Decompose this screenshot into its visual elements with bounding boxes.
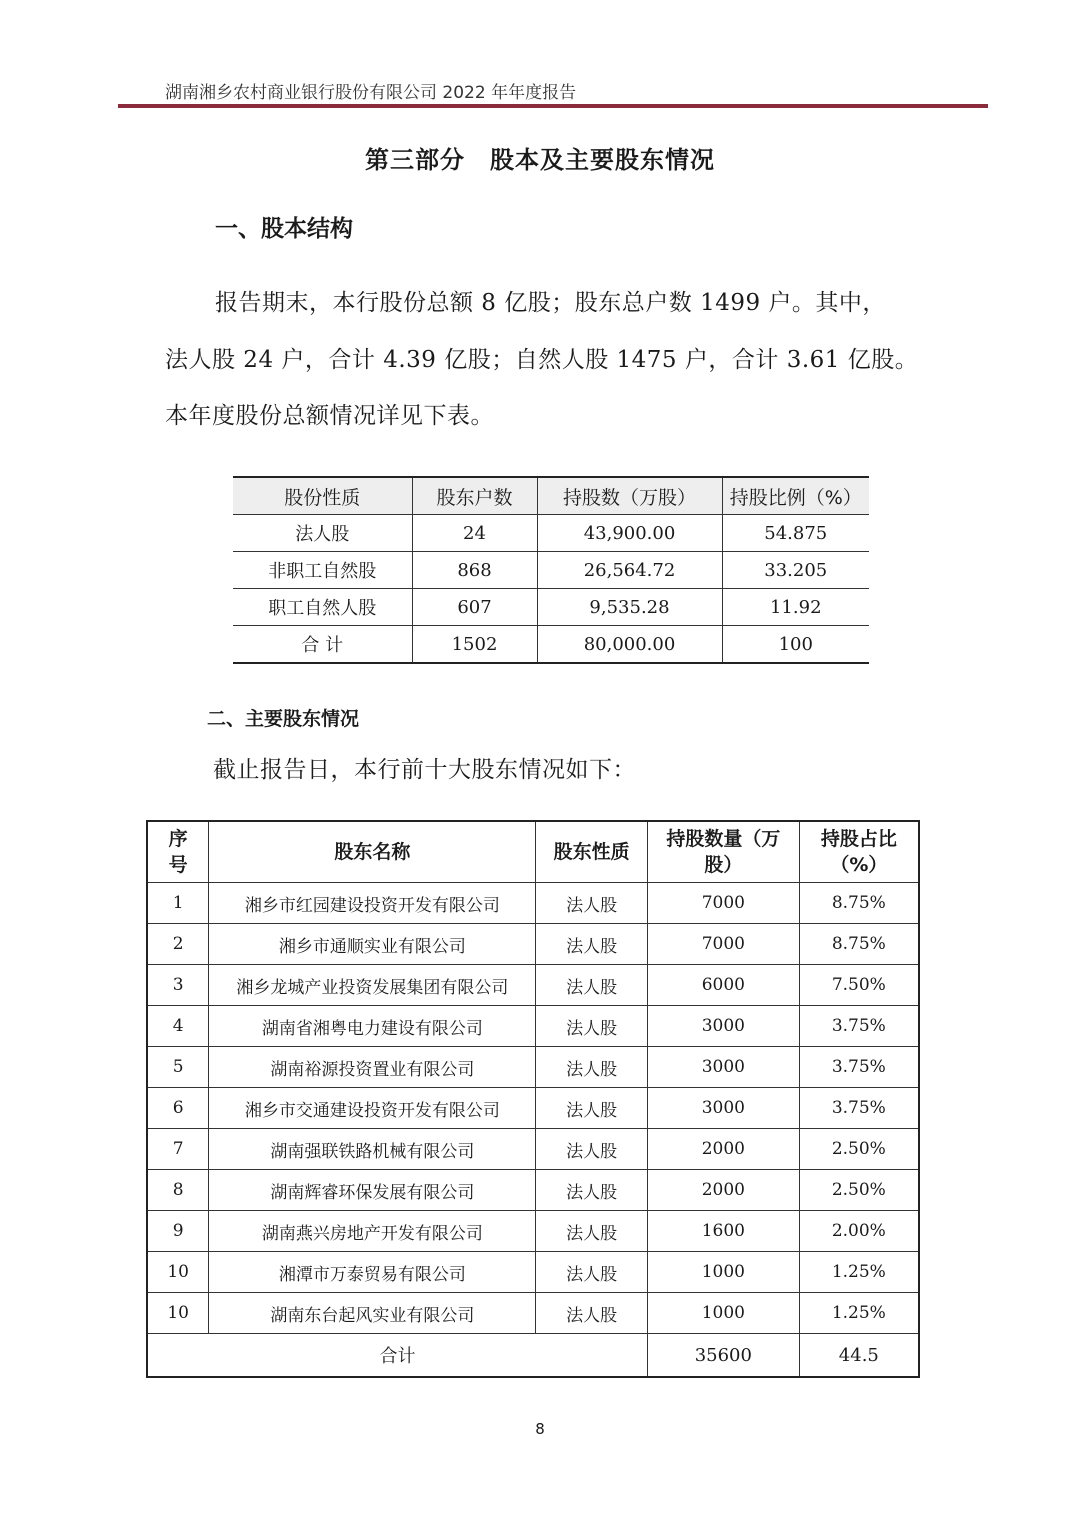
top-shareholders-table	[146, 820, 920, 1378]
shareholders-intro: 截止报告日，本行前十大股东情况如下：	[213, 757, 636, 783]
cell-shares: 80,000.00	[537, 626, 722, 664]
cell-share-ratio: 3.75%	[799, 1088, 919, 1129]
table-row	[147, 1129, 919, 1170]
cell-shareholder-name: 湖南省湘粤电力建设有限公司	[209, 1006, 536, 1047]
cell-seq: 5	[147, 1047, 209, 1088]
table-header-row	[233, 477, 869, 515]
cell-holder-count: 607	[412, 589, 537, 626]
cell-total-label: 合计	[147, 1334, 648, 1378]
cell-nature: 法人股	[536, 883, 648, 924]
running-header: 湖南湘乡农村商业银行股份有限公司 2022 年年度报告	[165, 83, 577, 103]
paragraph-line-1: 报告期末，本行股份总额 8 亿股；股东总户数 1499 户。其中，	[215, 290, 886, 316]
section-title: 第三部分 股本及主要股东情况	[365, 146, 715, 174]
table-row	[147, 1252, 919, 1293]
table-row	[147, 924, 919, 965]
cell-share-ratio: 2.00%	[799, 1211, 919, 1252]
cell-share-ratio: 2.50%	[799, 1170, 919, 1211]
cell-shares: 26,564.72	[537, 552, 722, 589]
cell-share-count: 3000	[648, 1088, 800, 1129]
cell-seq: 3	[147, 965, 209, 1006]
cell-shareholder-name: 湖南东台起风实业有限公司	[209, 1293, 536, 1334]
cell-share-count: 3000	[648, 1047, 800, 1088]
cell-nature: 法人股	[536, 1293, 648, 1334]
header-share-ratio-line2: （%）	[830, 854, 888, 876]
cell-share-ratio: 1.25%	[799, 1252, 919, 1293]
table-row	[147, 1088, 919, 1129]
cell-share-ratio: 3.75%	[799, 1047, 919, 1088]
header-holder-count: 股东户数	[412, 477, 537, 515]
header-nature: 股东性质	[536, 821, 648, 883]
cell-seq: 6	[147, 1088, 209, 1129]
table-row	[233, 552, 869, 589]
cell-share-count: 1000	[648, 1293, 800, 1334]
cell-ratio: 100	[722, 626, 869, 664]
table-row	[233, 626, 869, 664]
cell-shareholder-name: 湖南强联铁路机械有限公司	[209, 1129, 536, 1170]
header-shares: 持股数（万股）	[537, 477, 722, 515]
page-number: 8	[535, 1420, 545, 1438]
cell-total-shares: 35600	[648, 1334, 800, 1378]
cell-share-ratio: 7.50%	[799, 965, 919, 1006]
table-row	[233, 515, 869, 552]
cell-share-count: 2000	[648, 1129, 800, 1170]
cell-nature: 法人股	[536, 1047, 648, 1088]
cell-share-type: 职工自然人股	[233, 589, 412, 626]
table-header-row	[147, 821, 919, 883]
cell-shareholder-name: 湖南燕兴房地产开发有限公司	[209, 1211, 536, 1252]
table-row	[147, 883, 919, 924]
table-row	[233, 589, 869, 626]
cell-share-count: 1600	[648, 1211, 800, 1252]
cell-shareholder-name: 湘乡市交通建设投资开发有限公司	[209, 1088, 536, 1129]
header-seq-line1: 序	[168, 828, 188, 850]
header-share-ratio	[799, 821, 919, 883]
cell-ratio: 11.92	[722, 589, 869, 626]
cell-shareholder-name: 湘潭市万泰贸易有限公司	[209, 1252, 536, 1293]
heading-share-structure: 一、股本结构	[215, 216, 353, 242]
cell-shareholder-name: 湘乡龙城产业投资发展集团有限公司	[209, 965, 536, 1006]
header-rule	[118, 104, 988, 108]
cell-share-count: 2000	[648, 1170, 800, 1211]
paragraph-line-3: 本年度股份总额情况详见下表。	[165, 403, 494, 429]
cell-nature: 法人股	[536, 965, 648, 1006]
cell-share-ratio: 1.25%	[799, 1293, 919, 1334]
share-structure-table	[233, 476, 869, 664]
cell-holder-count: 868	[412, 552, 537, 589]
cell-share-count: 1000	[648, 1252, 800, 1293]
cell-share-ratio: 3.75%	[799, 1006, 919, 1047]
table-row	[147, 1293, 919, 1334]
cell-seq: 2	[147, 924, 209, 965]
cell-share-ratio: 2.50%	[799, 1129, 919, 1170]
table-row	[147, 1211, 919, 1252]
cell-ratio: 54.875	[722, 515, 869, 552]
table-row	[147, 1170, 919, 1211]
header-share-count-line2: 股）	[704, 854, 743, 876]
cell-share-type: 非职工自然股	[233, 552, 412, 589]
paragraph-line-2: 法人股 24 户，合计 4.39 亿股；自然人股 1475 户，合计 3.61 亿股。	[165, 347, 919, 373]
cell-share-ratio: 8.75%	[799, 883, 919, 924]
cell-share-type: 法人股	[233, 515, 412, 552]
cell-holder-count: 1502	[412, 626, 537, 664]
cell-total-ratio: 44.5	[799, 1334, 919, 1378]
cell-share-type: 合 计	[233, 626, 412, 664]
cell-nature: 法人股	[536, 1252, 648, 1293]
table-row	[147, 1047, 919, 1088]
cell-nature: 法人股	[536, 1211, 648, 1252]
cell-seq: 10	[147, 1293, 209, 1334]
cell-share-count: 7000	[648, 883, 800, 924]
cell-holder-count: 24	[412, 515, 537, 552]
cell-seq: 8	[147, 1170, 209, 1211]
cell-seq: 9	[147, 1211, 209, 1252]
cell-shares: 43,900.00	[537, 515, 722, 552]
cell-share-count: 3000	[648, 1006, 800, 1047]
header-seq	[147, 821, 209, 883]
header-seq-line2: 号	[168, 854, 188, 876]
cell-share-count: 6000	[648, 965, 800, 1006]
cell-nature: 法人股	[536, 1088, 648, 1129]
cell-nature: 法人股	[536, 924, 648, 965]
cell-shareholder-name: 湖南辉睿环保发展有限公司	[209, 1170, 536, 1211]
header-share-ratio-line1: 持股占比	[820, 828, 897, 850]
header-share-type: 股份性质	[233, 477, 412, 515]
cell-shareholder-name: 湘乡市通顺实业有限公司	[209, 924, 536, 965]
cell-nature: 法人股	[536, 1170, 648, 1211]
cell-seq: 1	[147, 883, 209, 924]
header-share-count-line1: 持股数量（万	[666, 828, 781, 850]
header-share-count	[648, 821, 800, 883]
cell-shareholder-name: 湖南裕源投资置业有限公司	[209, 1047, 536, 1088]
table-row	[147, 965, 919, 1006]
header-shareholder-name: 股东名称	[209, 821, 536, 883]
cell-nature: 法人股	[536, 1006, 648, 1047]
heading-major-shareholders: 二、主要股东情况	[207, 708, 360, 730]
cell-nature: 法人股	[536, 1129, 648, 1170]
cell-shares: 9,535.28	[537, 589, 722, 626]
cell-shareholder-name: 湘乡市红园建设投资开发有限公司	[209, 883, 536, 924]
cell-share-count: 7000	[648, 924, 800, 965]
cell-seq: 7	[147, 1129, 209, 1170]
cell-ratio: 33.205	[722, 552, 869, 589]
cell-share-ratio: 8.75%	[799, 924, 919, 965]
cell-seq: 10	[147, 1252, 209, 1293]
cell-seq: 4	[147, 1006, 209, 1047]
table-total-row	[147, 1334, 919, 1378]
header-ratio: 持股比例（%）	[722, 477, 869, 515]
table-row	[147, 1006, 919, 1047]
